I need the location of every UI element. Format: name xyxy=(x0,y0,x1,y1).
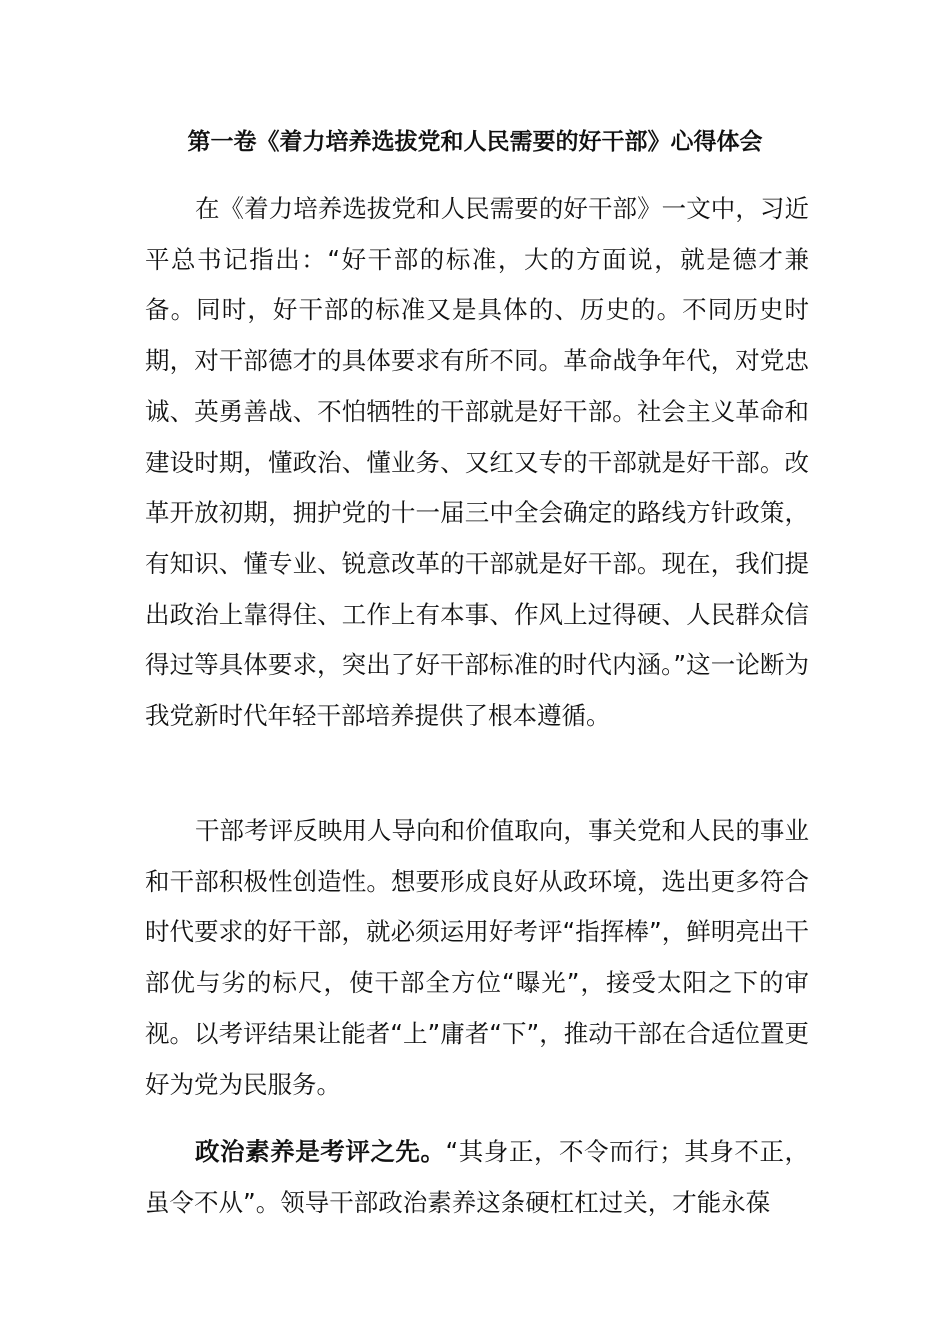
paragraph-3-text: “其身正，不令而行；其身不正，虽令不从”。领导干部政治素养这条硬杠杠过关，才能永葆 xyxy=(145,1137,809,1217)
paragraph-3-lead: 政治素养是考评之先。 xyxy=(195,1137,446,1166)
paragraph-2: 干部考评反映用人导向和价值取向，事关党和人民的事业和干部积极性创造性。想要形成良好从政环境，选出更多符合时代要求的好干部，就必须运用好考评“指挥棒”，鲜明亮出干部优与劣的标尺，使干部全方位“曝光”，接受太阳之下的审视。以考评结果让能者“上”庸者“下”，推动干部在合适位置更好为党为民服务。 xyxy=(145,816,809,1099)
paragraph-3 xyxy=(145,1127,809,1228)
paragraph-1: 在《着力培养选拔党和人民需要的好干部》一文中，习近平总书记指出：“好干部的标准，大的方面说，就是德才兼备。同时，好干部的标准又是具体的、历史的。不同历史时期，对干部德才的具体要求有所不同。革命战争年代，对党忠诚、英勇善战、不怕牺牲的干部就是好干部。社会主义革命和建设时期，懂政治、懂业务、又红又专的干部就是好干部。改革开放初期，拥护党的十一届三中全会确定的路线方针政策，有知识、懂专业、锐意改革的干部就是好干部。现在，我们提出政治上靠得住、工作上有本事、作风上过得硬、人民群众信得过等具体要求，突出了好干部标准的时代内涵。”这一论断为我党新时代年轻干部培养提供了根本遵循。 xyxy=(145,194,809,731)
document-title: 第一卷《着力培养选拔党和人民需要的好干部》心得体会 xyxy=(187,129,763,155)
